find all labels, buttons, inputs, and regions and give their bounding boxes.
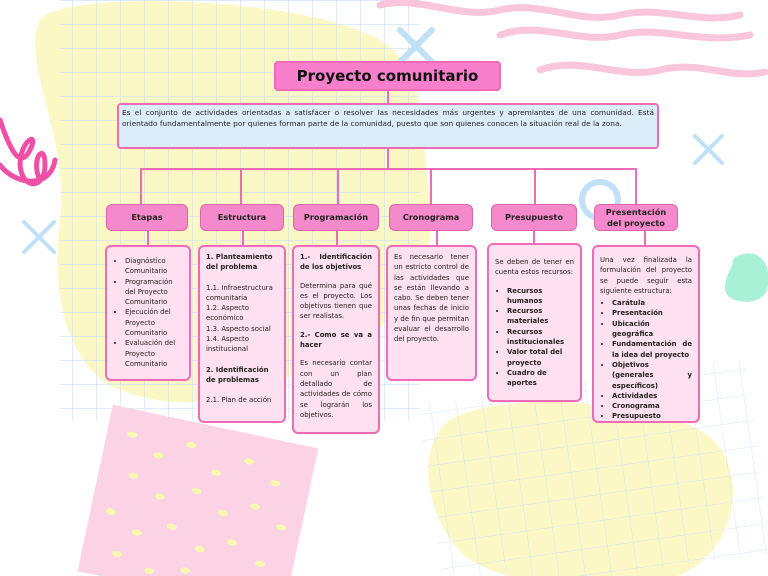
- programacion-text-2: Es necesario contar con un plan detallado de actividades de cómo se lograrán los objetivos.: [300, 359, 372, 419]
- connector-programacion: [337, 168, 339, 204]
- presupuesto-list: [495, 286, 574, 389]
- card-presupuesto: [487, 243, 582, 402]
- list-item: • Actividades: [612, 391, 692, 401]
- programacion-heading-1: 1.- Identificación de los objetivos: [300, 253, 372, 272]
- estructura-heading-1: 1. Planteamiento del problema: [206, 253, 273, 272]
- list-item: • Ejecución del Proyecto Comunitario: [125, 307, 183, 338]
- header-etapas: Etapas: [106, 204, 188, 231]
- list-item: • Diagnóstico Comunitario: [125, 256, 183, 277]
- list-item: • Objetivos (generales y específicos): [612, 360, 692, 391]
- header-cronograma: Cronograma: [389, 204, 473, 231]
- list-item: • Recursos institucionales: [507, 327, 574, 348]
- list-item: • Recursos materiales: [507, 306, 574, 327]
- connector-presentacion: [635, 168, 637, 204]
- estructura-heading-2: 2. Identificación de problemas: [206, 365, 269, 384]
- connector-bus: [140, 168, 637, 170]
- list-item: • Programación del Proyecto Comunitario: [125, 277, 183, 308]
- card-estructura: [198, 245, 286, 423]
- header-estructura: Estructura: [200, 204, 284, 231]
- programacion-heading-2: 2.- Como se va a hacer: [300, 330, 372, 350]
- connector-estructura-card: [242, 230, 244, 246]
- connector-title-desc: [387, 91, 389, 103]
- presentacion-intro: Una vez finalizada la formulación del proyecto se puede seguir esta siguiente estructura:: [600, 256, 692, 295]
- diagram-title: Proyecto comunitario: [274, 61, 501, 91]
- connector-presupuesto: [534, 168, 536, 204]
- header-presentacion: Presentación del proyecto: [594, 204, 678, 231]
- connector-cronograma-card: [436, 230, 438, 246]
- connector-programacion-card: [336, 230, 338, 246]
- estructura-sub-4: 1.4. Aspecto institucional: [206, 335, 249, 354]
- header-programacion: Programación: [293, 204, 379, 231]
- connector-desc-bus: [387, 149, 389, 169]
- etapas-list: [113, 256, 183, 369]
- list-item: • Ubicación geográfica: [612, 319, 692, 340]
- presentacion-list: [600, 298, 692, 422]
- estructura-sub-2: 1.2. Aspecto económico: [206, 304, 249, 323]
- list-item: • Presentación: [612, 308, 692, 318]
- list-item: • Valor total del proyecto: [507, 347, 574, 368]
- cronograma-text: Es necesario tener un estricto control de las actividades que se están llevando a cabo. Se deben tener unas fechas de inicio y de fin que permitan evaluar el desarrollo del proyecto.: [394, 253, 469, 344]
- connector-presentacion-card: [644, 230, 646, 246]
- header-presupuesto: Presupuesto: [491, 204, 577, 231]
- list-item: • Fundamentación de la idea del proyecto: [612, 339, 692, 360]
- card-etapas: [105, 245, 191, 381]
- list-item: • Cronograma: [612, 401, 692, 411]
- card-presentacion: [592, 245, 700, 423]
- connector-cronograma: [430, 168, 432, 204]
- connector-estructura: [240, 168, 242, 204]
- estructura-sub-3: 1.3. Aspecto social: [206, 324, 271, 333]
- programacion-text-1: Determina para qué es el proyecto. Los objetivos tienen que ser realistas.: [300, 281, 372, 321]
- list-item: • Recursos humanos: [507, 286, 574, 307]
- estructura-sub-5: 2.1. Plan de acción: [206, 396, 272, 405]
- connector-etapas: [140, 168, 142, 204]
- diagram-description: Es el conjunto de actividades orientadas a satisfacer o resolver las necesidades más urgentes y apremiantes de una comunidad. Está orientado fundamentalmente por quienes forman parte de la comunidad, puesto que son quienes conocen la situación real de la zona.: [117, 103, 659, 149]
- card-programacion: [292, 245, 380, 434]
- list-item: • Carátula: [612, 298, 692, 308]
- list-item: • Cuadro de aportes: [507, 368, 574, 389]
- list-item: • Presupuesto: [612, 411, 692, 421]
- card-cronograma: [386, 245, 477, 381]
- presupuesto-intro: Se deben de tener en cuenta estos recursos:: [495, 258, 574, 277]
- connector-etapas-card: [147, 230, 149, 246]
- estructura-sub-1: 1.1. Infraestructura comunitaria: [206, 283, 273, 302]
- list-item: • Evaluación del Proyecto Comunitario: [125, 338, 183, 369]
